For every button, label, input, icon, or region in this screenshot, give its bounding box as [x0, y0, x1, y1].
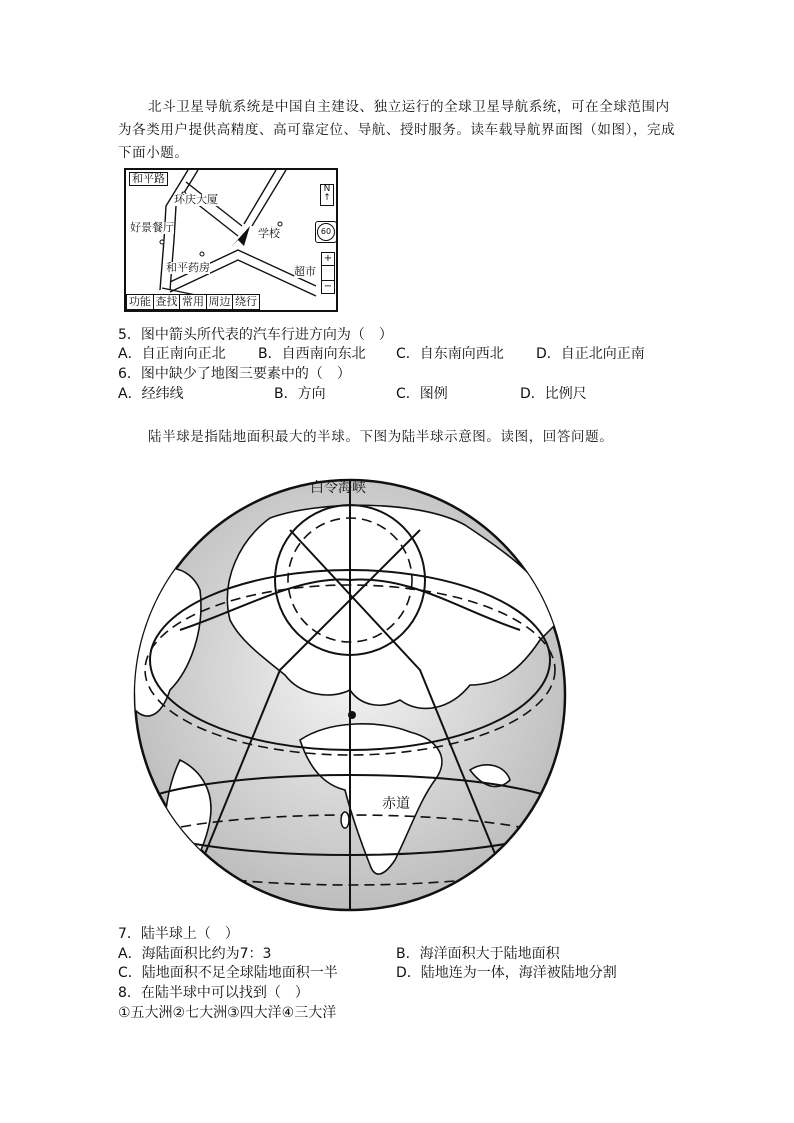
hemisphere-center-dot — [348, 711, 356, 719]
land-hemisphere-globe-figure — [120, 470, 580, 919]
question-7-stem: 7．陆半球上（ ） — [118, 926, 239, 942]
poi-school-label: 学校 — [258, 227, 280, 240]
equator-label: 赤道 — [382, 796, 410, 812]
bering-strait-label: 白令海峡 — [310, 480, 366, 496]
navigation-roads — [126, 170, 336, 310]
car-navigation-map — [124, 168, 338, 312]
nav-button-detour[interactable]: 绕行 — [232, 294, 260, 310]
nav-button-frequent[interactable]: 常用 — [179, 294, 207, 310]
poi-supermarket-label: 超市 — [294, 265, 316, 278]
q6-option-c: C．图例 — [396, 386, 448, 402]
poi-pharmacy-label: 和平药房 — [166, 261, 210, 274]
q6-option-d: D．比例尺 — [520, 386, 587, 402]
q7-option-d: D．陆地连为一体，海洋被陆地分割 — [396, 965, 617, 981]
question-8-stem: 8．在陆半球中可以找到（ ） — [118, 985, 309, 1001]
navigation-button-row — [126, 294, 259, 310]
poi-school-dot — [278, 222, 282, 226]
q6-option-b: B．方向 — [274, 386, 326, 402]
q5-option-b: B．自西南向东北 — [258, 346, 366, 362]
question-5-stem: 5．图中箭头所代表的汽车行进方向为（ ） — [118, 327, 393, 343]
nav-button-search[interactable]: 查找 — [153, 294, 181, 310]
question-6-stem: 6．图中缺少了地图三要素中的（ ） — [118, 366, 351, 382]
north-indicator-icon: N ↑ — [320, 184, 334, 206]
zoom-in-button[interactable]: + — [323, 253, 333, 264]
intro-paragraph-land-hemisphere: 陆半球是指陆地面积最大的半球。下图为陆半球示意图。读图，回答问题。 — [148, 429, 614, 445]
globe-drawing — [120, 470, 580, 915]
q7-option-b: B．海洋面积大于陆地面积 — [396, 946, 560, 962]
speed-limit-sign-icon: 60 — [315, 221, 337, 243]
q8-options: ①五大洲②七大洲③四大洋④三大洋 — [118, 1005, 337, 1021]
q7-option-a: A．海陆面积比约为7：3 — [118, 946, 272, 962]
road-label: 和平路 — [129, 172, 168, 186]
zoom-control[interactable] — [321, 252, 335, 294]
q6-option-a: A．经纬线 — [118, 386, 184, 402]
q7-option-c: C．陆地面积不足全球陆地面积一半 — [118, 965, 338, 981]
poi-haojing-label: 好景餐厅 — [130, 221, 174, 234]
poi-pharmacy-dot — [200, 252, 204, 256]
nav-button-nearby[interactable]: 周边 — [206, 294, 234, 310]
poi-huanqing-label: 环庆大厦 — [174, 193, 218, 206]
nav-button-function[interactable]: 功能 — [126, 294, 154, 310]
poi-haojing-dot — [160, 240, 164, 244]
car-direction-arrow-icon — [232, 226, 250, 246]
q5-option-d: D．自正北向正南 — [536, 346, 645, 362]
zoom-out-button[interactable]: − — [323, 281, 333, 292]
q5-option-a: A．自正南向正北 — [118, 346, 226, 362]
intro-paragraph-beidou: 北斗卫星导航系统是中国自主建设、独立运行的全球卫星导航系统，可在全球范围内为各类用户提供高精度、高可靠定位、导航、授时服务。读车载导航界面图（如图），完成下面小题。 — [118, 99, 676, 161]
q5-option-c: C．自东南向西北 — [396, 346, 504, 362]
